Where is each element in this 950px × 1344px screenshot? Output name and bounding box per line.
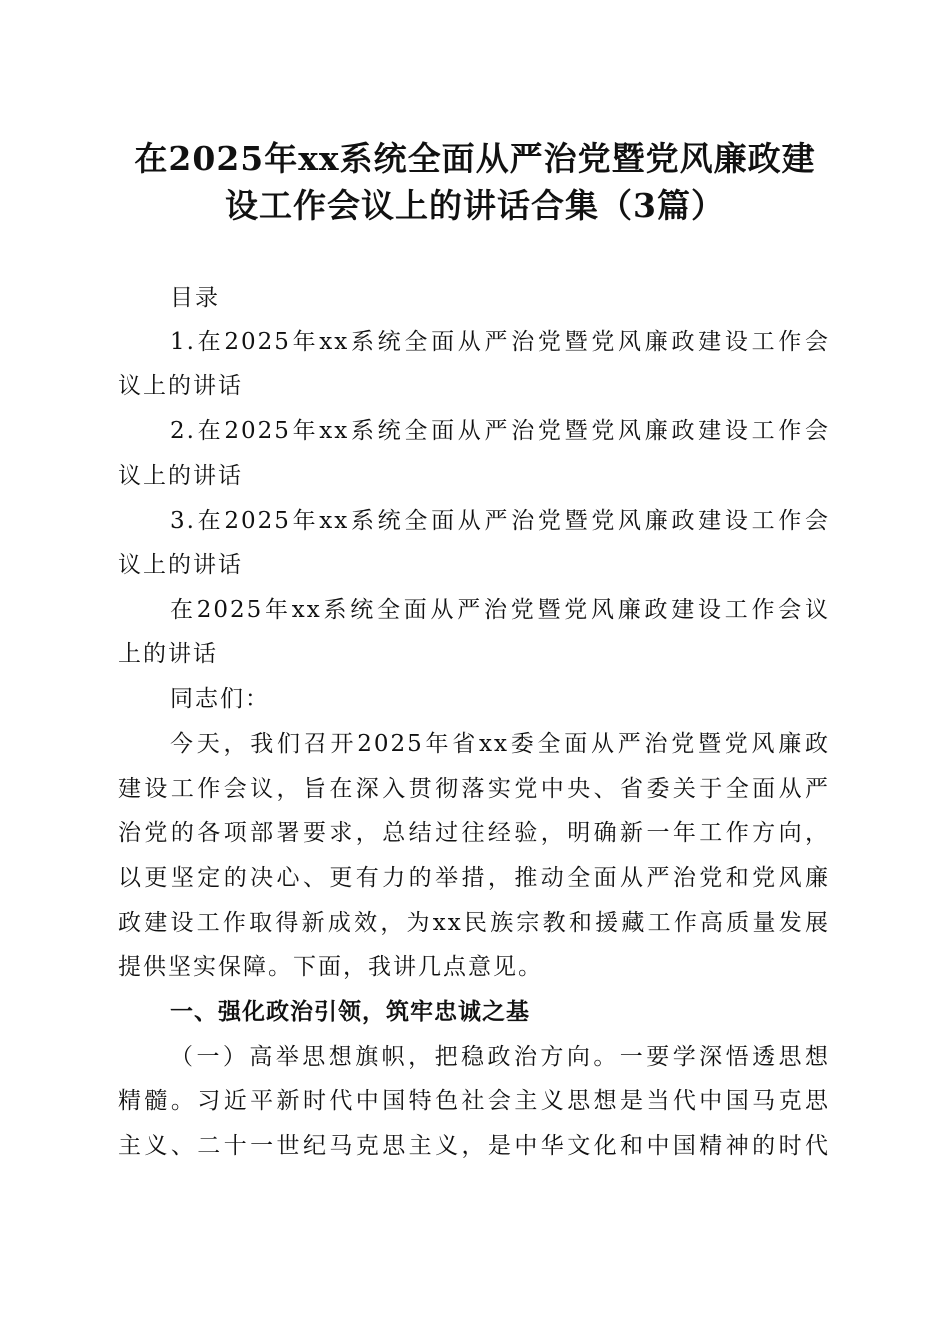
toc-item-2: 2.在2025年xx系统全面从严治党暨党风廉政建设工作会 [170,418,830,444]
toc-heading: 目录 [170,285,220,311]
intro-line: 今天，我们召开2025年省xx委全面从严治党暨党风廉政 [170,731,830,757]
speech-title-line-1: 在2025年xx系统全面从严治党暨党风廉政建设工作会议 [170,597,830,623]
sub-section-line: 主义、二十一世纪马克思主义，是中华文化和中国精神的时代 [118,1133,830,1159]
document-title-line-2: 设工作会议上的讲话合集（3篇） [225,186,725,225]
toc-item-1: 1.在2025年xx系统全面从严治党暨党风廉政建设工作会 [170,329,830,355]
toc-item-3-cont: 议上的讲话 [118,552,243,578]
intro-line: 建设工作会议，旨在深入贯彻落实党中央、省委关于全面从严 [118,776,830,802]
intro-line: 提供坚实保障。下面，我讲几点意见。 [118,954,543,980]
intro-line: 政建设工作取得新成效，为xx民族宗教和援藏工作高质量发展 [118,910,830,936]
speech-title-line-2: 上的讲话 [118,641,218,667]
toc-item-2-cont: 议上的讲话 [118,463,243,489]
document-title-line-1: 在2025年xx系统全面从严治党暨党风廉政建 [134,139,816,178]
intro-line: 以更坚定的决心、更有力的举措，推动全面从严治党和党风廉 [118,865,830,891]
sub-section-line: 精髓。习近平新时代中国特色社会主义思想是当代中国马克思 [118,1088,830,1114]
intro-line: 治党的各项部署要求，总结过往经验，明确新一年工作方向， [118,820,830,846]
speech-greeting: 同志们： [170,686,270,712]
toc-item-1-cont: 议上的讲话 [118,373,243,399]
toc-item-3: 3.在2025年xx系统全面从严治党暨党风廉政建设工作会 [170,508,830,534]
section-heading-1: 一、强化政治引领，筑牢忠诚之基 [170,999,530,1025]
sub-section-line: （一）高举思想旗帜，把稳政治方向。一要学深悟透思想 [170,1044,830,1070]
